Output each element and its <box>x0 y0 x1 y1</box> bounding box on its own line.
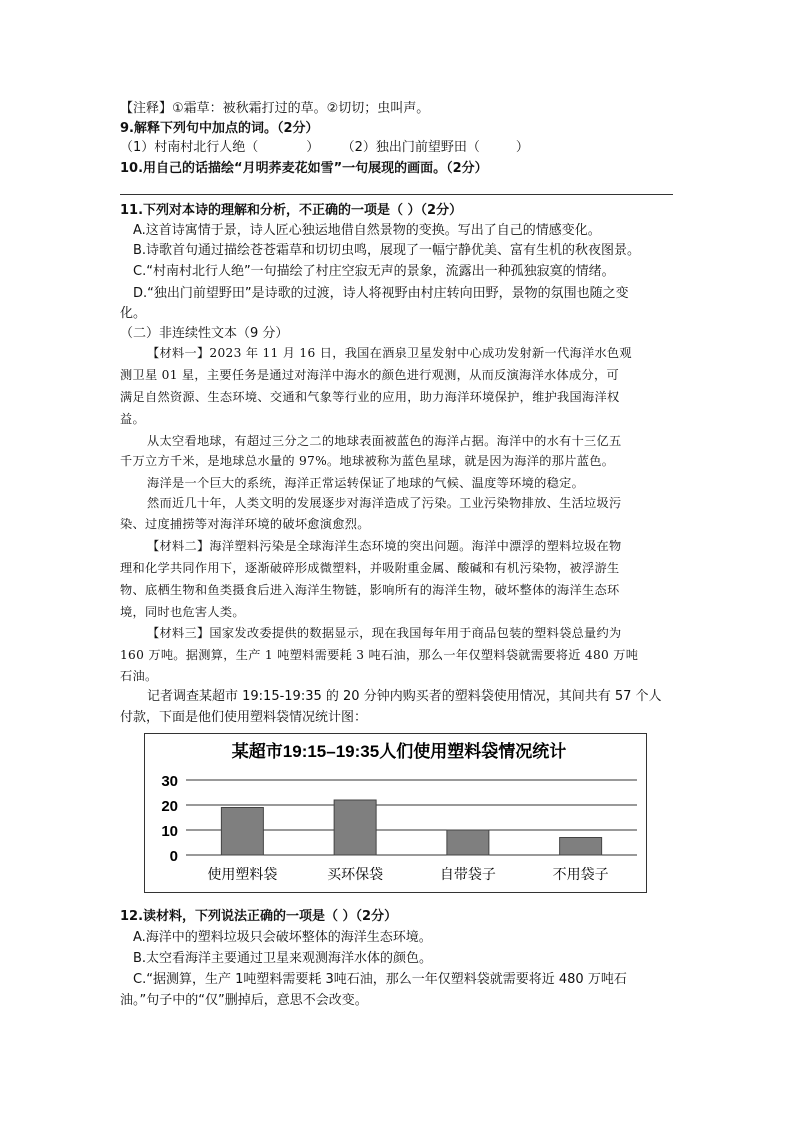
x-category-label: 买环保袋 <box>327 867 384 883</box>
q9-item-2: （2）独出门前望野田（ <box>341 140 480 155</box>
plastic-bag-usage-chart <box>144 733 647 893</box>
q12-option-b[interactable]: B.太空看海洋主要通过卫星来观测海洋水体的颜色。 <box>133 951 433 966</box>
material-1-line-4: 益。 <box>120 412 145 426</box>
q11-option-d-cont: 化。 <box>120 306 147 321</box>
paragraph-4-line-2: 染、过度捕捞等对海洋环境的破坏愈演愈烈。 <box>120 517 370 531</box>
chart-title: 某超市19:15–19:35人们使用塑料袋情况统计 <box>231 742 567 761</box>
q12-option-c[interactable]: C.“据测算，生产 1吨塑料需要耗 3吨石油，那么一年仅塑料袋就需要将近 480 万吨石 <box>133 972 627 987</box>
material-2-line-2: 理和化学共同作用下，逐渐破碎形成微塑料，并吸附重金属、酸碱和有机污染物，被浮游生 <box>120 561 620 575</box>
y-tick-label: 0 <box>169 848 178 865</box>
x-category-label: 不用袋子 <box>552 867 609 883</box>
q11-option-b[interactable]: B.诗歌首句通过描绘苍苍霜草和切切虫鸣，展现了一幅宁静优美、富有生机的秋夜图景。 <box>133 243 641 258</box>
question-11: 11.下列对本诗的理解和分析，不正确的一项是（ ）（2分） <box>120 203 463 218</box>
paragraph-2-line-2: 千万立方千米，是地球总水量的 97%。地球被称为蓝色星球，就是因为海洋的那片蓝色。 <box>120 454 615 468</box>
q12-option-a[interactable]: A.海洋中的塑料垃圾只会破坏整体的海洋生态环境。 <box>133 930 432 945</box>
bar-2 <box>334 800 376 855</box>
bar-1 <box>221 808 263 856</box>
annotation-note: 【注释】①霜草：被秋霜打过的草。②切切；虫叫声。 <box>120 101 430 116</box>
q9-item-1: （1）村南村北行人绝（ <box>120 140 259 155</box>
q11-option-c[interactable]: C.“村南村北行人绝”一句描绘了村庄空寂无声的景象，流露出一种孤独寂寞的情绪。 <box>133 264 615 279</box>
section-2-title: （二）非连续性文本（9 分） <box>120 326 289 341</box>
question-9: 9.解释下列句中加点的词。（2分） <box>120 121 319 136</box>
question-12: 12.读材料，下列说法正确的一项是（ ）（2分） <box>120 909 398 924</box>
paragraph-3: 海洋是一个巨大的系统，海洋正常运转保证了地球的气候、温度等环境的稳定。 <box>147 476 585 490</box>
paragraph-2-line-1: 从太空看地球，有超过三分之二的地球表面被蓝色的海洋占据。海洋中的水有十三亿五 <box>147 434 622 448</box>
y-tick-label: 30 <box>161 773 178 790</box>
answer-line <box>120 194 673 195</box>
material-3-line-2: 160 万吨。据测算，生产 1 吨塑料需要耗 3 吨石油，那么一年仅塑料袋就需要将近 480 万吨 <box>120 648 639 662</box>
question-10: 10.用自己的话描绘“月明荞麦花如雪”一句展现的画面。（2分） <box>120 161 488 176</box>
y-tick-label: 10 <box>161 823 178 840</box>
material-2-line-4: 境，同时也危害人类。 <box>120 605 245 619</box>
material-3-line-3: 石油。 <box>120 669 158 683</box>
q11-option-d[interactable]: D.“独出门前望野田”是诗歌的过渡，诗人将视野由村庄转向田野，景物的氛围也随之变 <box>133 286 629 301</box>
material-1-line-2: 测卫星 01 星，主要任务是通过对海洋中海水的颜色进行观测，从而反演海洋水体成分，可 <box>120 368 619 382</box>
y-tick-label: 20 <box>161 798 178 815</box>
x-category-label: 自带袋子 <box>439 867 496 883</box>
report-line-2: 付款，下面是他们使用塑料袋情况统计图： <box>120 710 368 725</box>
material-3-line-1: 【材料三】国家发改委提供的数据显示，现在我国每年用于商品包装的塑料袋总量约为 <box>147 626 622 640</box>
material-1-line-1: 【材料一】2023 年 11 月 16 日，我国在酒泉卫星发射中心成功发射新一代海洋水色观 <box>147 346 632 360</box>
material-2-line-1: 【材料二】海洋塑料污染是全球海洋生态环境的突出问题。海洋中漂浮的塑料垃圾在物 <box>147 539 622 553</box>
bar-4 <box>560 838 602 856</box>
report-line-1: 记者调查某超市 19:15-19:35 的 20 分钟内购买者的塑料袋使用情况，其间共有 57 个人 <box>147 689 662 704</box>
bar-3 <box>447 830 489 855</box>
question-9-items <box>120 139 529 157</box>
q11-option-a[interactable]: A.这首诗寓情于景，诗人匠心独运地借自然景物的变换。写出了自己的情感变化。 <box>133 223 601 238</box>
material-1-line-3: 满足自然资源、生态环境、交通和气象等行业的应用，助力海洋环境保护，维护我国海洋权 <box>120 390 620 404</box>
paragraph-4-line-1: 然而近几十年，人类文明的发展逐步对海洋造成了污染。工业污染物排放、生活垃圾污 <box>147 496 622 510</box>
q9-close-2: ） <box>515 140 529 155</box>
x-category-label: 使用塑料袋 <box>207 867 278 883</box>
q9-close-1: ） <box>306 140 320 155</box>
q12-option-c-cont: 油。”句子中的“仅”删掉后，意思不会改变。 <box>120 993 368 1008</box>
material-2-line-3: 物、底栖生物和鱼类摄食后进入海洋生物链，影响所有的海洋生物，破坏整体的海洋生态环 <box>120 583 620 597</box>
